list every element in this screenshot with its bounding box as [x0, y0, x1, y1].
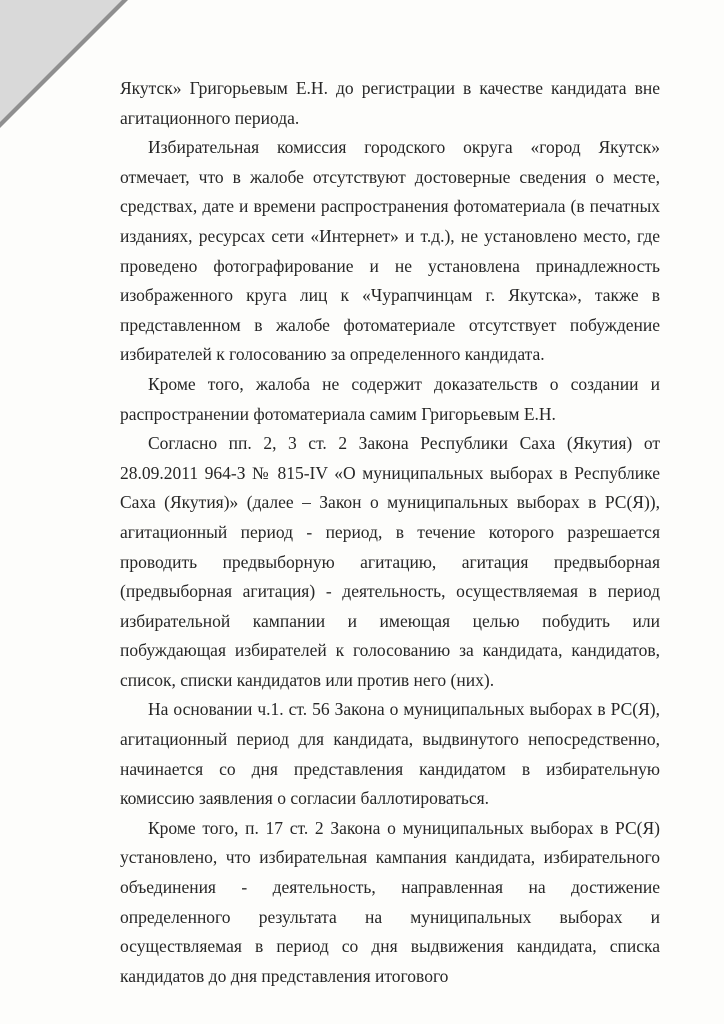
paragraph-agitation-period: На основании ч.1. ст. 56 Закона о муниципальных выборах в РС(Я), агитационный период для кандидата, выдвинутого непосредственно, начинается со дня представления кандидатом в избирательную комиссию заявления о согласии баллотироваться. [120, 699, 660, 809]
paragraph-commission-notes: Избирательная комиссия городского округа «город Якутск» отмечает, что в жалобе отсутствуют достоверные сведения о месте, средствах, дате и времени распространения фотоматериала (в печатных изданиях, ресурсах сети «Интернет» и т.д.), не установлено место, где проведено фотографирование и не установлена принадлежность изображенного круга лиц к «Чурапчинцам г. Якутска», также в представленном в жалобе фотоматериале отсутствует побуждение избирателей к голосованию за определенного кандидата. [120, 137, 660, 365]
document-body [120, 74, 660, 991]
paragraph-no-evidence: Кроме того, жалоба не содержит доказательств о создании и распространении фотоматериала самим Григорьевым Е.Н. [120, 373, 660, 424]
folded-corner-highlight [0, 0, 122, 122]
paragraph-election-campaign: Кроме того, п. 17 ст. 2 Закона о муниципальных выборах в РС(Я) установлено, что избирательная кампания кандидата, избирательного объединения - деятельность, направленная на достижение определенного результата на муниципальных выборах и осуществляемая в период со дня выдвижения кандидата, списка кандидатов до дня представления итогового [120, 817, 660, 986]
paragraph-law-definitions: Согласно пп. 2, 3 ст. 2 Закона Республики Саха (Якутия) от 28.09.2011 964-З № 815-IV «О муниципальных выборах в Республике Саха (Якутия)» (далее – Закон о муниципальных выборах в РС(Я)), агитационный период - период, в течение которого разрешается проводить предвыборную агитацию, агитация предвыборная (предвыборная агитация) - деятельность, осуществляемая в период избирательной кампании и имеющая целью побудить или побуждающая избирателей к голосованию за кандидата, кандидатов, список, списки кандидатов или против него (них). [120, 433, 660, 690]
paragraph-continuation: Якутск» Григорьевым Е.Н. до регистрации в качестве кандидата вне агитационного периода. [120, 78, 660, 128]
